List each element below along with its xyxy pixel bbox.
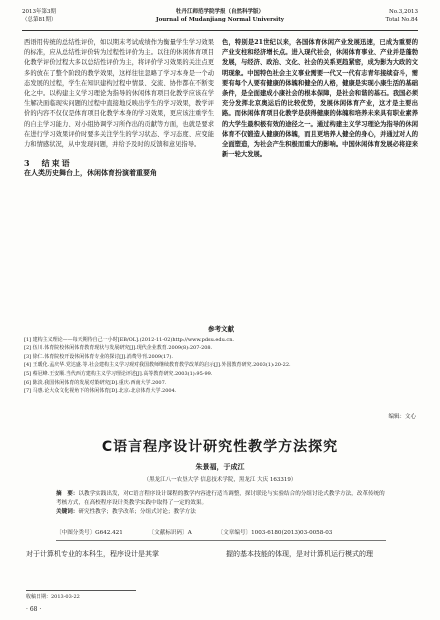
abstract-text: 以教学实践出发，对C语言程序设计课程的教学内容进行适当调整，探讨联论与实验结合的分组讨论式教学方法，改革传统的考核方式，在高校程序设计类教学实践中取得了一定的效果。 [56, 491, 385, 506]
keywords-label: 关键词： [56, 509, 79, 515]
classification-line [56, 528, 386, 536]
conclusion-text: 在人类历史舞台上，休闲体育扮演着重要角 [24, 168, 157, 178]
header-number: No.3,2013 Total No.84 [385, 9, 418, 23]
reference-item: [5] 蔡冠峰.王安顺.当代西方建构主义学习理论评述[J].高等教育研究.2003(1):95-99. [24, 370, 213, 377]
header-rule [22, 30, 418, 31]
reference-item: [7] 马惠.论大众文化视角下的休闲体育[D].北京:北京体育大学.2004. [24, 388, 177, 395]
article-number: 〔文章编号〕1003-6180(2013)03-0058-03 [217, 530, 333, 536]
editor-note: 编辑：文心 [388, 414, 416, 420]
header-journal: 牡丹江师范学院学报（自然科学版） Journal of Mudanjiang Normal University [156, 9, 284, 23]
section-heading: 3 结束语 [24, 158, 72, 169]
page-number: · 68 · [26, 606, 42, 613]
footnote: 收稿日期：2013-03-22 [26, 590, 136, 600]
left-column [24, 38, 214, 179]
reference-item: [4] 王暖化.孟庆华.党达盛.等.社会建构主义学习观对我国教师继续教育教学改革的启示[J].外国教育研究.2003(1):20-22. [24, 362, 291, 369]
article-title: C语言程序设计研究性教学方法探究 [101, 439, 339, 455]
affiliation: （黑龙江八一农垦大学 信息技术学院，黑龙江 大庆 163319） [143, 477, 297, 483]
reference-item: [1] 建构主义理论——每天期待自己一小时[EB/OL].(2012-11-02)http://www.pdsu.edu.cn. [24, 336, 235, 343]
body-left-text: 对于计算机专业的本科生，程序设计是其掌 [26, 550, 159, 558]
header-issue: 2013年第3期 （总第81期） [22, 9, 57, 23]
authors: 朱景福，于成江 [195, 462, 245, 471]
page-header [22, 8, 418, 32]
keywords-text: 研究性教学；教学改革；分组式讨论；教学方法 [78, 509, 196, 515]
reference-item: [3] 徐仁.体育院校开设休闲体育专业的探讨[J].消费导刊.2009(17). [24, 353, 173, 360]
references-title: 参考文献 [208, 325, 234, 333]
document-code: 〔文献标识码〕A [148, 530, 192, 536]
clc-number: 〔中图分类号〕G642.421 [56, 530, 123, 536]
left-column-text: 西语用传统的总结性评价，如以期末考试成绩作为衡量学生学习效果的标准，应从总结性评价转为过程性评价为主。以往的休闲体育项目化教学评价过程大多以总结性评价为主，将评价学习效果的关注点更多的放在了整个阶段的教学效果，这样往往忽略了学习本身是一个动态发展的过程，学生在知识建构过程中情景、交流、协作都在不断变化之中。以构建主义学习理论为指导的休闲体育项目化教学应该在学生解决面临现实问题的过程中直接地反映出学生的学习效果，教学评价的内容不仅仅是体育项目化教学本身的学习效果，更应该注重学生的自主学习能力、对小组协调学习所作出的贡献等方面，也就是要求在进行学习效果评价时要多关注学生的学习状态、学习态度、应变能力和情感状况，从中发现问题，并给予及时的反馈和意见指导。 [24, 39, 214, 149]
abstract-rule [56, 540, 386, 541]
reference-item: [6] 陈淡.我国休闲体育的发展对策研究[D].重庆:西南大学.2007. [24, 379, 167, 386]
right-column-text: 色，特别是21世纪以来，各国体育休闲产业发展迅速，已成为重要的产业支柱和经济增长点。进入现代社会，休闲体育事业、产业并是蓬勃发展，与经济、政治、文化、社会的关系更趋紧密，成为影为大政的文明现象。中国特色社会主义事业需要一代又一代有志青年接续奋斗，需要有每个人要有健康的体魄和健全的人格，健康是实现小康生活的基础条件，是全面建成小康社会的根本保障，是社会和谐的基石。我国必须充分发挥北京奥运后的比较优势，发展休闲体育产业，这才是主要出路。而休闲体育项目化教学是获得健康的体魄和培养未来具有职业素养的大学生最积极有效的途径之一。通过构建主义学习理论为指导的休闲体育不仅锻造人健康的体魄，而且更培养人健全的身心，并通过对人的全面塑造，为社会产生积极而重大的影响。中国休闲体育发展必将迎来新一轮大发展。 [222, 39, 418, 159]
abstract [56, 490, 386, 517]
abstract-label: 摘 要： [56, 491, 79, 497]
reference-item: [2] 伍川.体育院校休闲体育教育现状与发展研究[J].现代企业教育.2009(8):207-208. [24, 345, 213, 352]
body-right-text: 握的基本技能的体现，是对计算机运行模式的理 [226, 550, 373, 558]
references [24, 325, 418, 396]
right-column [222, 38, 418, 160]
